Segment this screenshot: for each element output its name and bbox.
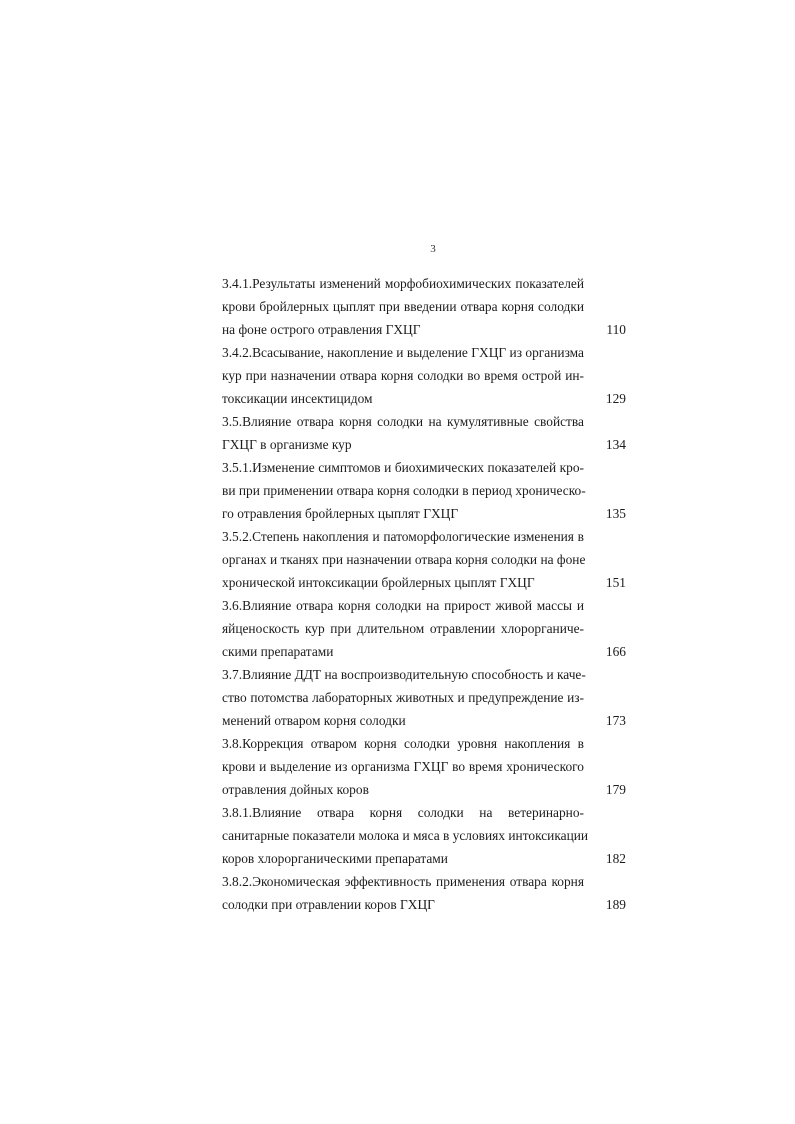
toc-entry-text: крови бройлерных цыплят при введении отвара корня солодки <box>222 299 584 314</box>
toc-page-number: 134 <box>605 437 626 452</box>
toc-page-number: 135 <box>605 506 626 521</box>
toc-page-number: 173 <box>605 713 626 728</box>
toc-entry-text: крови и выделение из организма ГХЦГ во время хронического <box>222 759 584 774</box>
toc-entry-text: яйценоскость кур при длительном отравлении хлорорганиче- <box>222 621 584 636</box>
toc-entry-line <box>222 755 628 778</box>
toc-entry-text: менений отваром корня солодки <box>222 713 406 728</box>
toc-entry-text: 3.4.2.Всасывание, накопление и выделение ГХЦГ из организма <box>222 345 584 360</box>
toc-entry-text: санитарные показатели молока и мяса в условиях интоксикации <box>222 828 589 843</box>
toc-entry <box>222 870 628 916</box>
toc-entry-text: ство потомства лабораторных животных и предупреждение из- <box>222 690 584 705</box>
toc-entry-line <box>222 433 628 456</box>
toc-entry <box>222 341 628 410</box>
toc-entry-text: 3.5.2.Степень накопления и патоморфологические изменения в <box>222 529 584 544</box>
toc-entry-text: 3.6.Влияние отвара корня солодки на прирост живой массы и <box>222 598 584 613</box>
toc-entry-line <box>222 479 628 502</box>
toc-entry-text: скими препаратами <box>222 644 334 659</box>
toc-entry-line <box>222 387 628 410</box>
toc-entry-text: 3.8.2.Экономическая эффективность применения отвара корня <box>222 874 584 889</box>
toc-entry <box>222 525 628 594</box>
toc-entry-text: отравления дойных коров <box>222 782 369 797</box>
toc-entry-line <box>222 870 628 893</box>
toc-entry-text: 3.4.1.Результаты изменений морфобиохимических показателей <box>222 276 584 291</box>
page-number: 3 <box>430 243 436 255</box>
toc-entry-text: 3.7.Влияние ДДТ на воспроизводительную способность и каче- <box>222 667 586 682</box>
toc-entry-line <box>222 686 628 709</box>
toc-entry-text: на фоне острого отравления ГХЦГ <box>222 322 421 337</box>
toc-entry-text: 3.8.1.Влияние отвара корня солодки на ветеринарно- <box>222 805 584 820</box>
toc-entry-line <box>222 640 628 663</box>
toc-entry-text: солодки при отравлении коров ГХЦГ <box>222 897 435 912</box>
toc-entry <box>222 456 628 525</box>
toc-entry <box>222 663 628 732</box>
toc-entry-line <box>222 456 628 479</box>
toc-entry <box>222 272 628 341</box>
toc-entry <box>222 801 628 870</box>
toc-page-number: 110 <box>606 322 626 337</box>
toc-entry-line <box>222 295 628 318</box>
toc-entry-line <box>222 663 628 686</box>
toc-page-number: 166 <box>605 644 626 659</box>
toc-entry-line <box>222 571 628 594</box>
toc-entry-text: органах и тканях при назначении отвара корня солодки на фоне <box>222 552 586 567</box>
toc-entry-line <box>222 594 628 617</box>
toc-entry <box>222 594 628 663</box>
toc-entry-text: 3.5.1.Изменение симптомов и биохимических показателей кро- <box>222 460 584 475</box>
toc-entry-line <box>222 341 628 364</box>
toc-entry-line <box>222 502 628 525</box>
toc-entry-line <box>222 847 628 870</box>
toc-entry-line <box>222 525 628 548</box>
toc-entry-line <box>222 617 628 640</box>
toc-page-number: 129 <box>605 391 626 406</box>
toc-entry-text: ГХЦГ в организме кур <box>222 437 352 452</box>
toc-entry-line <box>222 778 628 801</box>
toc-entry-text: 3.5.Влияние отвара корня солодки на кумулятивные свойства <box>222 414 584 429</box>
toc-entry-text: ви при применении отвара корня солодки в период хроническо- <box>222 483 586 498</box>
toc-entry-text: токсикации инсектицидом <box>222 391 373 406</box>
toc-entry-text: хронической интоксикации бройлерных цыплят ГХЦГ <box>222 575 535 590</box>
toc-entry-line <box>222 364 628 387</box>
toc-entry-line <box>222 709 628 732</box>
toc-entry-text: го отравления бройлерных цыплят ГХЦГ <box>222 506 459 521</box>
toc-page-number: 182 <box>605 851 626 866</box>
toc-entry-line <box>222 548 628 571</box>
toc-entry-text: кур при назначении отвара корня солодки во время острой ин- <box>222 368 584 383</box>
toc-entry <box>222 732 628 801</box>
toc-entry-line <box>222 801 628 824</box>
toc-entry-line <box>222 732 628 755</box>
table-of-contents <box>222 272 628 916</box>
toc-entry <box>222 410 628 456</box>
toc-entry-line <box>222 410 628 433</box>
toc-page-number: 151 <box>605 575 626 590</box>
toc-page-number: 179 <box>605 782 626 797</box>
toc-entry-text: коров хлорорганическими препаратами <box>222 851 448 866</box>
toc-entry-line <box>222 824 628 847</box>
toc-entry-line <box>222 893 628 916</box>
toc-entry-line <box>222 318 628 341</box>
toc-page-number: 189 <box>605 897 626 912</box>
toc-entry-line <box>222 272 628 295</box>
toc-entry-text: 3.8.Коррекция отваром корня солодки уровня накопления в <box>222 736 584 751</box>
